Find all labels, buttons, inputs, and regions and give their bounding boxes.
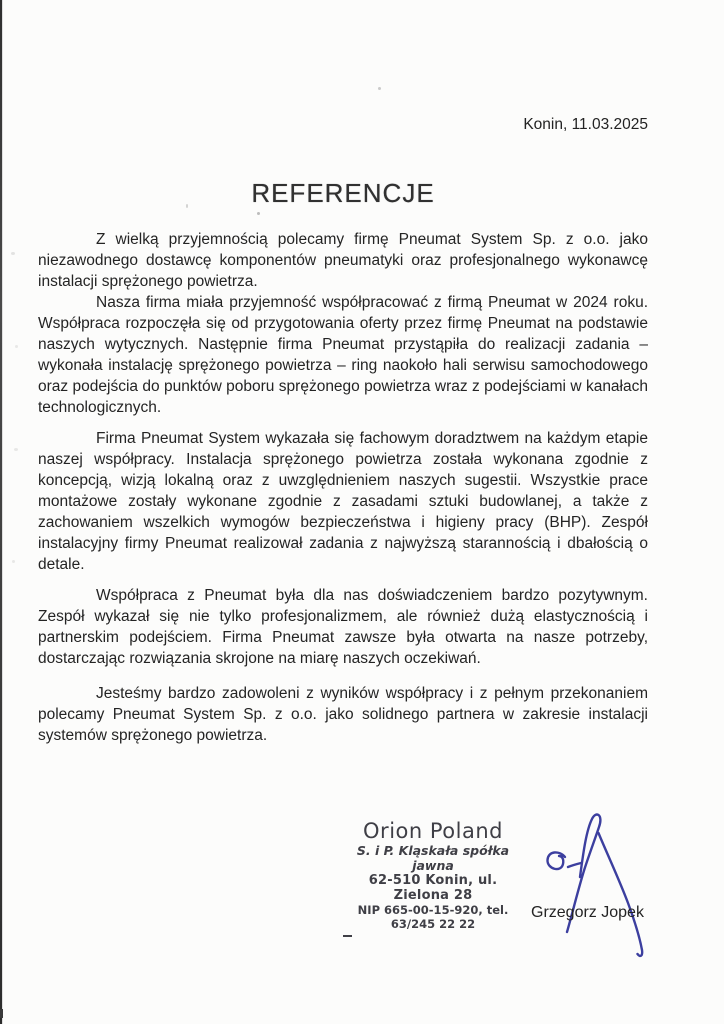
signature-initial-loop	[547, 852, 565, 869]
paragraphs-block	[38, 229, 648, 746]
scan-speck	[378, 87, 381, 90]
paragraph-3: Firma Pneumat System wykazała się fachowym doradztwem na każdym etapie naszej współpracy. Instalacja sprężonego powietrza została wykonana zgodnie z koncepcją, wizją lokalną oraz z uwzględnieniem naszych sugestii. Wszystkie prace montażowe zostały wykonane zgodnie z zasadami sztuki budowlanej, a także z zachowaniem wszelkich wymogów bezpieczeństwa i higieny pracy (BHP). Zespół instalacyjny firmy Pneumat realizował zadania z najwyższą starannością i dbałością o detale.	[38, 430, 648, 573]
paragraph-5: Jesteśmy bardzo zadowoleni z wyników współpracy i z pełnym przekonaniem polecamy Pneumat System Sp. z o.o. jako solidnego partnera w zakresie instalacji systemów sprężonego powietrza.	[38, 685, 648, 744]
scan-speck	[11, 252, 15, 255]
scan-corner-mark	[0, 1009, 3, 1018]
signature-tail-stroke	[599, 833, 643, 956]
scan-speck	[14, 448, 18, 451]
stamp-nip-phone: NIP 665-00-15-920, tel. 63/245 22 22	[357, 903, 509, 931]
date-line: Konin, 11.03.2025	[523, 116, 648, 133]
stamp-legal-form: S. i P. Kląskała spółka jawna	[356, 843, 510, 873]
paragraph-2: Nasza firma miała przyjemność współpracować z firmą Pneumat w 2024 roku. Współpraca rozpoczęła się od przygotowania oferty przez firmę Pneumat na podstawie naszych wytycznych. Następnie firma Pneumat przystąpiła do realizacji zadania – wykonała instalację sprężonego powietrza – ring naokoło hali serwisu samochodowego oraz podejścia do punktów poboru sprężonego powietrza wraz z podejściami w kanałach technologicznych.	[38, 294, 648, 416]
scan-edge-shadow	[2, 0, 3, 1024]
stamp-address: 62-510 Konin, ul. Zielona 28	[368, 873, 498, 903]
stamp-company-name: Orion Poland	[363, 819, 503, 843]
handwritten-signature	[523, 793, 653, 963]
signature-dash	[568, 863, 581, 867]
stamp-underscore-mark	[343, 935, 352, 937]
letter-body	[38, 116, 648, 746]
company-stamp	[345, 819, 521, 931]
signatory-name: Grzegorz Jopek	[531, 904, 644, 921]
paragraph-4: Współpraca z Pneumat była dla nas doświadczeniem bardzo pozytywnym. Zespół wykazał się nie tylko profesjonalizmem, ale również dużą elastycznością i partnerskim podejściem. Firma Pneumat zawsze była otwarta na nasze potrzeby, dostarczając rozwiązania skrojone na miarę naszych oczekiwań.	[38, 587, 648, 667]
paragraph-1: Z wielką przyjemnością polecamy firmę Pneumat System Sp. z o.o. jako niezawodnego dostawcę komponentów pneumatyki oraz profesjonalnego wykonawcę instalacji sprężonego powietrza.	[38, 231, 648, 290]
scan-speck	[12, 560, 15, 563]
scan-speck	[15, 345, 18, 348]
document-title: REFERENCJE	[251, 178, 435, 208]
